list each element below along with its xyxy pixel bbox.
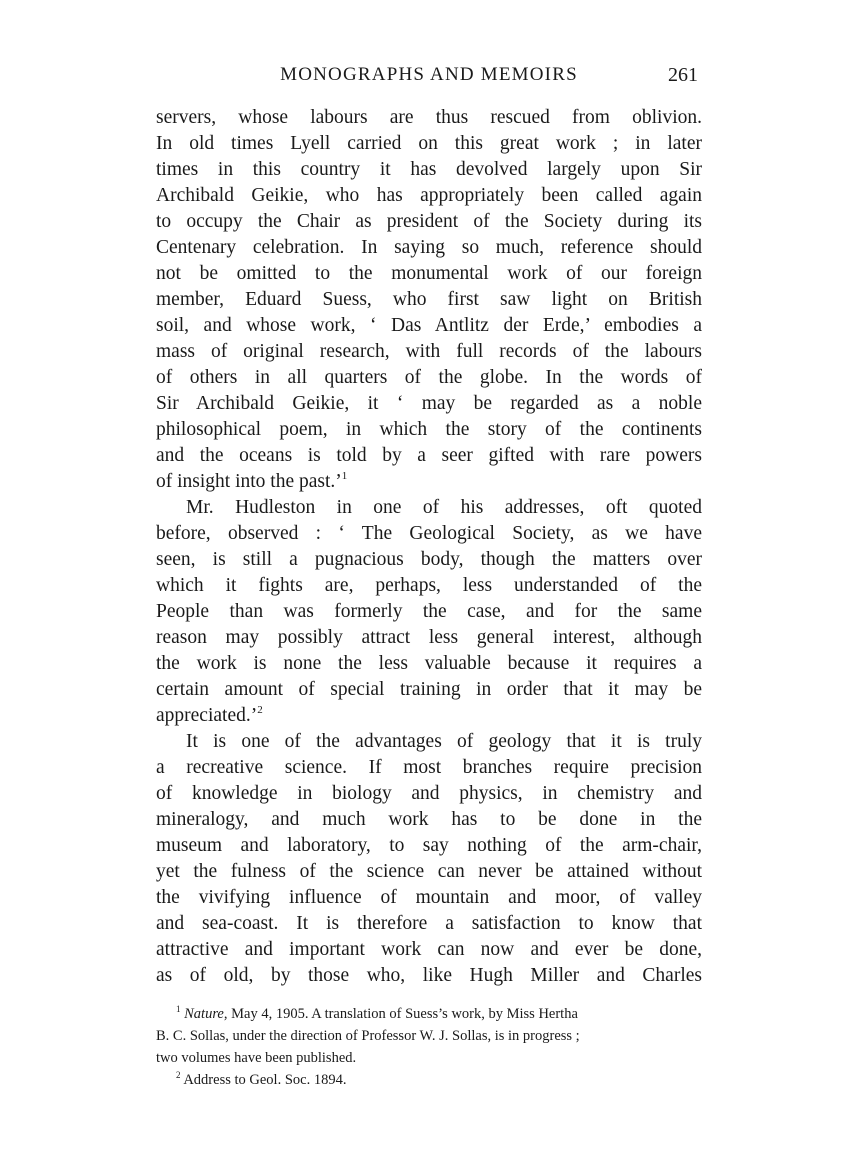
text-line: Archibald Geikie, who has appropriately been called again	[156, 185, 702, 206]
text-line: museum and laboratory, to say nothing of the arm-chair,	[156, 835, 702, 856]
text-line: member, Eduard Suess, who first saw light on British	[156, 289, 702, 310]
text-line: to occupy the Chair as president of the Society during its	[156, 211, 702, 232]
footnote-marker-2: 2	[176, 1070, 181, 1080]
text-line: and sea-coast. It is therefore a satisfaction to know that	[156, 913, 702, 934]
footnote-2: $^2$ Address to Geol. Soc. 1894.	[176, 1070, 347, 1088]
text-line: soil, and whose work, ‘ Das Antlitz der Erde,’ embodies a	[156, 315, 702, 336]
text-line: not be omitted to the monumental work of our foreign	[156, 263, 702, 284]
text-line: and the oceans is told by a seer gifted with rare powers	[156, 445, 702, 466]
text-line: appreciated.’$^2$	[156, 704, 263, 726]
footnotes	[156, 1003, 702, 1091]
text-line: Centenary celebration. In saying so much, reference should	[156, 237, 702, 258]
footnote-1: $^1$ Nature, May 4, 1905. A translation of Suess’s work, by Miss Hertha	[176, 1004, 578, 1022]
text-line: attractive and important work can now and ever be done,	[156, 939, 702, 960]
text-line: yet the fulness of the science can never be attained without	[156, 861, 702, 882]
body-text	[156, 105, 702, 989]
footnote-1-line: B. C. Sollas, under the direction of Professor W. J. Sollas, is in progress ;	[156, 1028, 580, 1044]
footnote-ref-1: 1	[341, 470, 348, 482]
text-line: certain amount of special training in order that it may be	[156, 679, 702, 700]
text-line: seen, is still a pugnacious body, though the matters over	[156, 549, 702, 570]
text-line: of insight into the past.’$^1$	[156, 470, 348, 492]
page-number: 261	[668, 64, 698, 86]
text-line: the vivifying influence of mountain and moor, of valley	[156, 887, 702, 908]
text-line: philosophical poem, in which the story of the continents	[156, 419, 702, 440]
footnote-ref-2: 2	[257, 704, 263, 716]
text-line: of others in all quarters of the globe. In the words of	[156, 367, 702, 388]
text-line: mineralogy, and much work has to be done in the	[156, 809, 702, 830]
text-line: as of old, by those who, like Hugh Miller and Charles	[156, 965, 702, 986]
text-line: which it fights are, perhaps, less understanded of the	[156, 575, 702, 596]
text-line: times in this country it has devolved largely upon Sir	[156, 159, 702, 180]
text-line: a recreative science. If most branches require precision	[156, 757, 702, 778]
footnote-source-title: Nature	[184, 1006, 224, 1022]
text-line: reason may possibly attract less general interest, although	[156, 627, 702, 648]
text-line: of knowledge in biology and physics, in chemistry and	[156, 783, 702, 804]
text-line: before, observed : ‘ The Geological Society, as we have	[156, 523, 702, 544]
running-title: MONOGRAPHS AND MEMOIRS	[280, 64, 578, 85]
text-line: the work is none the less valuable because it requires a	[156, 653, 702, 674]
text-line: servers, whose labours are thus rescued from oblivion.	[156, 107, 702, 128]
footnote-1-line: two volumes have been published.	[156, 1050, 357, 1066]
text-line: Mr. Hudleston in one of his addresses, oft quoted	[186, 497, 702, 518]
footnote-marker-1: 1	[176, 1004, 181, 1014]
text-line: It is one of the advantages of geology that it is truly	[186, 731, 702, 752]
text-line: mass of original research, with full records of the labours	[156, 341, 702, 362]
text-line: In old times Lyell carried on this great work ; in later	[156, 133, 702, 154]
text-line: People than was formerly the case, and for the same	[156, 601, 702, 622]
text-line: Sir Archibald Geikie, it ‘ may be regarded as a noble	[156, 393, 702, 414]
running-head	[156, 62, 702, 88]
